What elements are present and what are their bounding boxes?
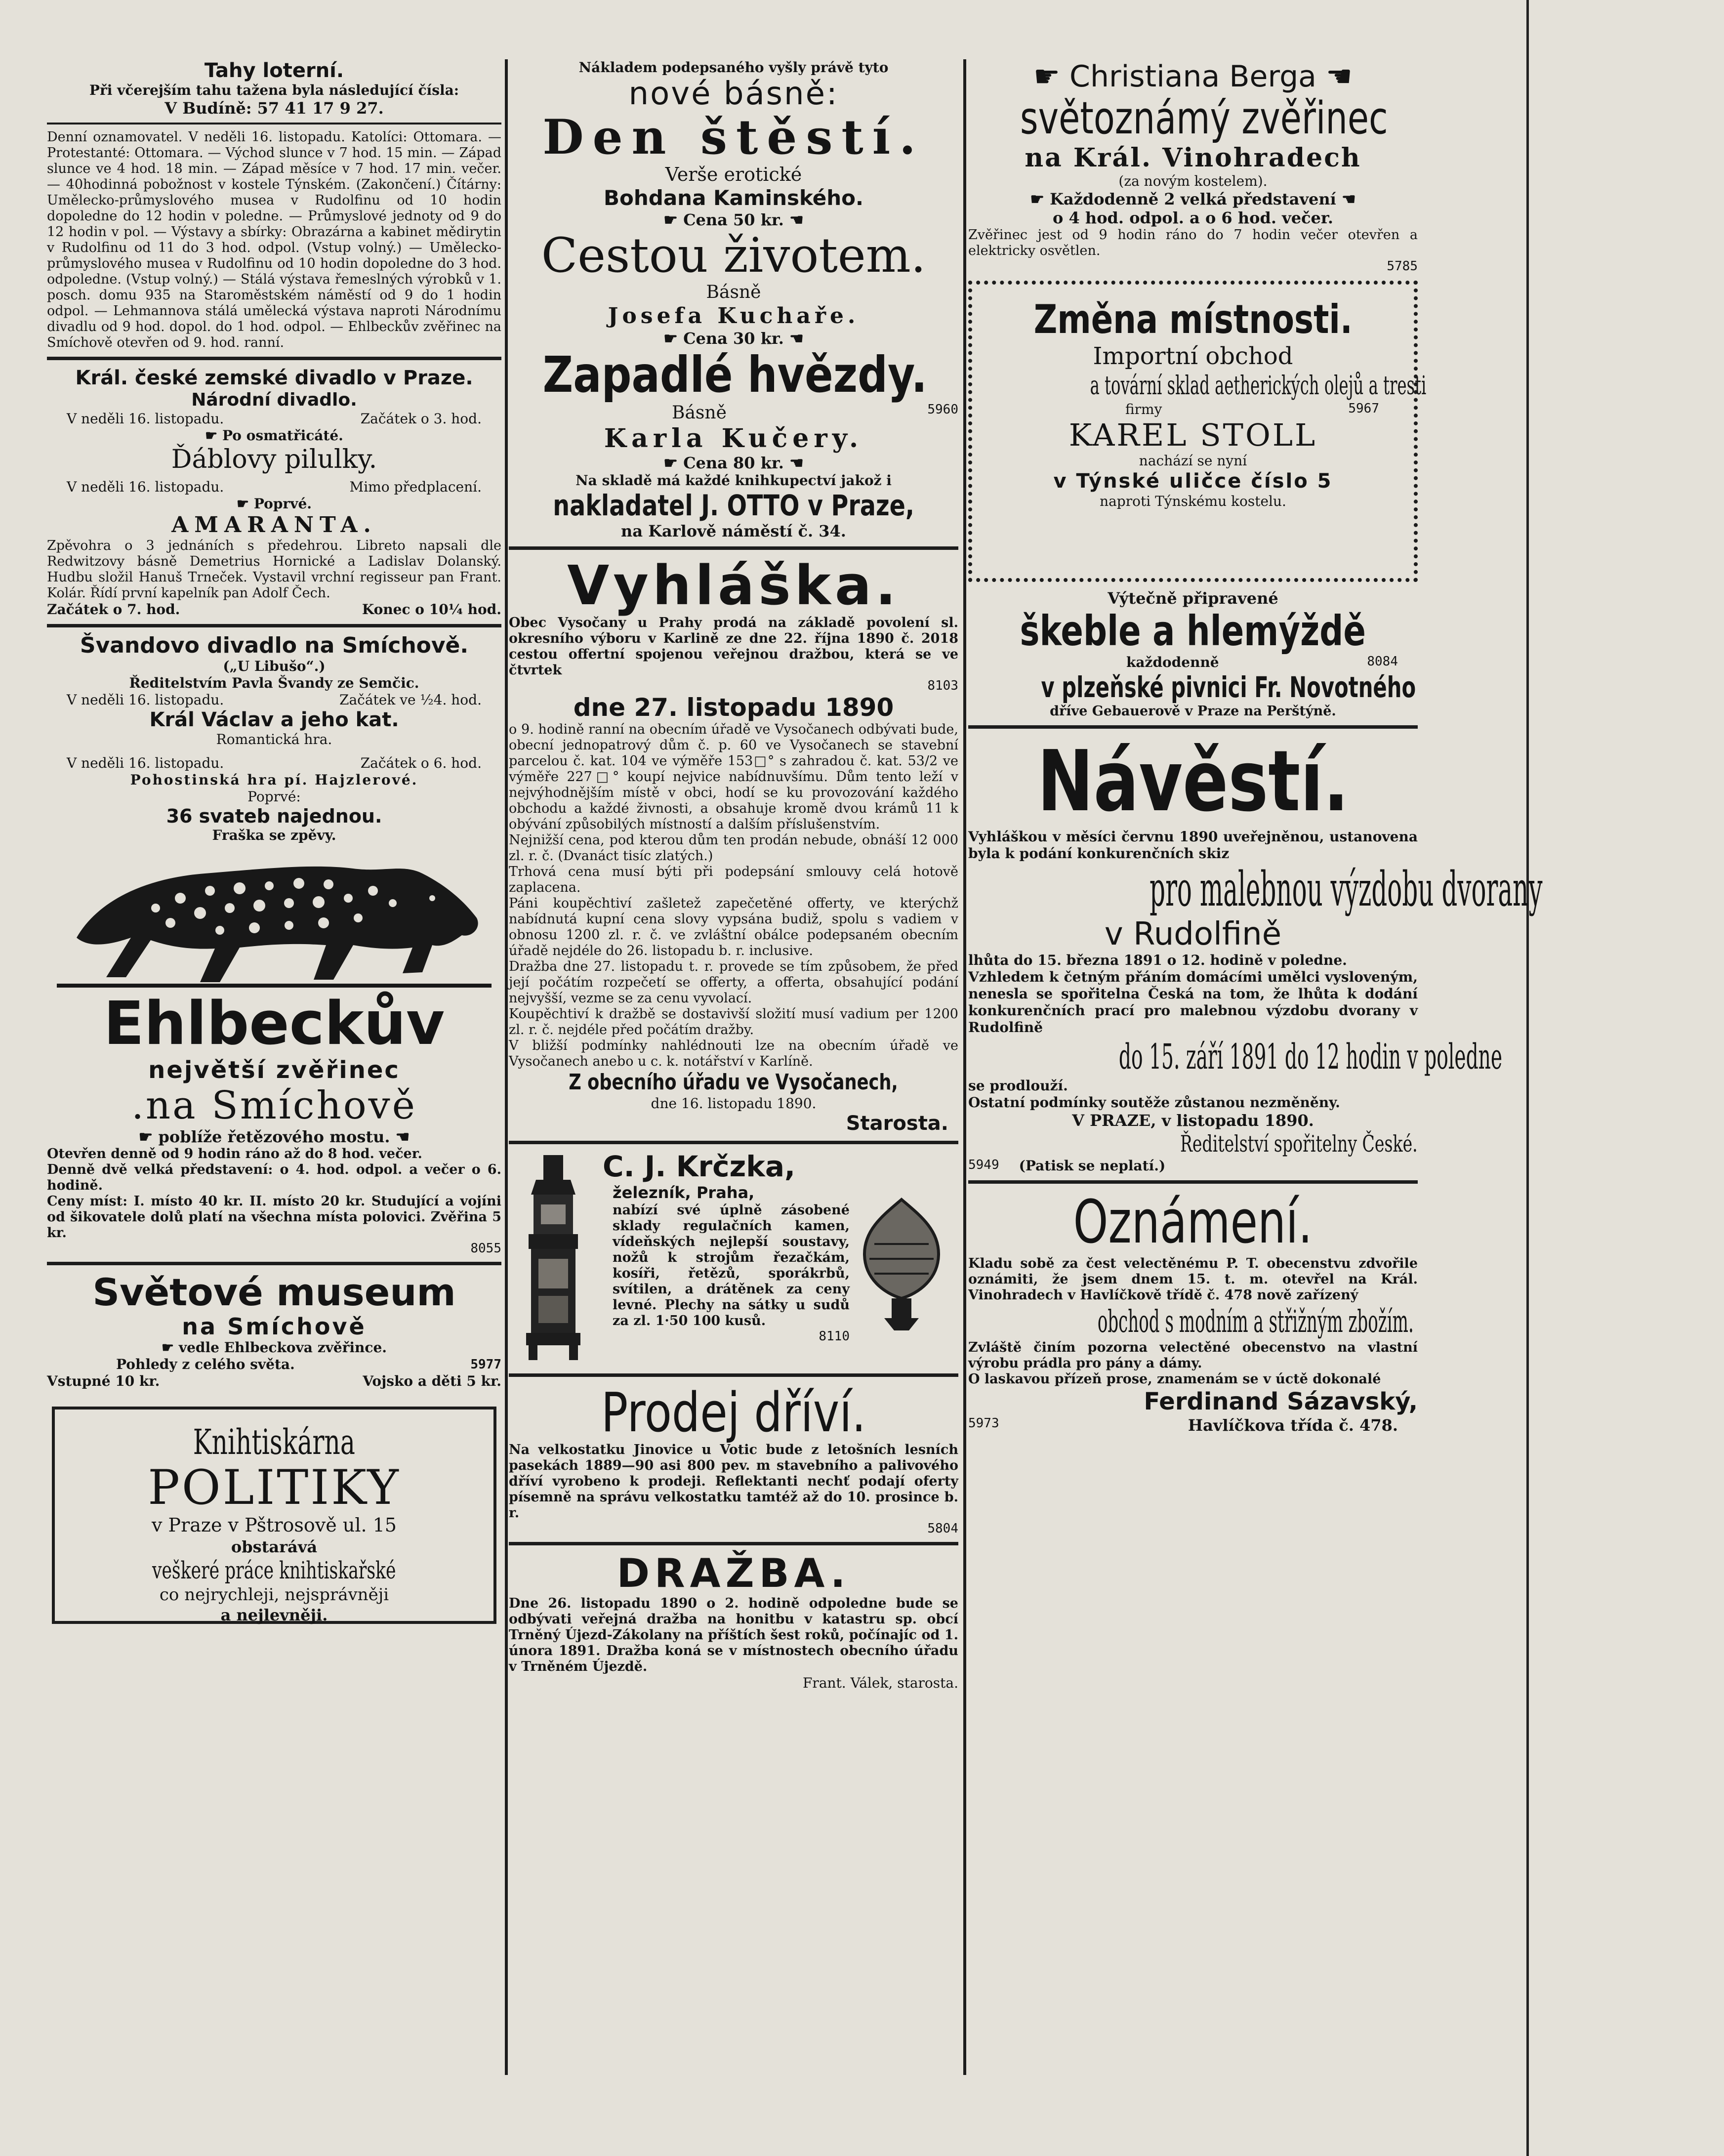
stoll-name: KAREL STOLL [1068,417,1317,453]
theatre-row-3 [47,601,501,618]
krcka-ad [509,1150,958,1368]
smichov-genre-2: Fraška se zpěvy. [212,827,336,843]
notice-p6: Dražba dne 27. listopadu t. r. provede se tím způsobem, že před její počátím rozpečetí se offerty, a offerta, obsahující podání nejvyšší, vezme se za cenu vyvolací. [509,959,958,1006]
printer-name: POLITIKY [148,1460,401,1515]
museum-row-2 [47,1373,501,1390]
pointing-hand-icon: ☛ [161,1339,179,1356]
stoll-l5: naproti Týnskému kostelu. [1100,493,1286,509]
printer-l2-text: veškeré práce knihtiskařské [152,1557,396,1584]
book-3-price [509,454,958,472]
navesti-p5: Ostatní podmínky soutěže zůstanou nezměněny. [968,1094,1340,1111]
oznameni-p3: O laskavou přízeň prose, znamenám se v úctě dokonalé [968,1371,1381,1387]
ehlbeck-tag: 8055 [470,1241,501,1256]
museum-near [47,1339,501,1356]
notice-p2: o 9. hodině ranní na obecním úřadě ve Vysočanech odbývati bude, obecní jednopatrový dům č. p. 60 ve Vysočanech se stavební parcelou č. kat. 104 ve výměře 153□° s zahradou č. kat. 53/2 ve výměře 227□° koupí nejvice nabídnuvšímu. Dům tento leží v nejvýhodnějším místě v obci, hodí se ku provozování každého obchodu a každé živnosti, a obsahuje kromě dvou krámů 11 k obývání způsobilých místností a dalším příslušenstvím. [509,722,958,832]
stoll-l3: nachází se nyní [1139,453,1247,469]
shells-l2-text: škeble a hlemýždě [1020,607,1366,655]
berg-sub [968,94,1418,143]
printer-l2 [63,1557,486,1584]
theatre-premiere [47,496,501,512]
pointing-hand-icon: ☛ [663,454,684,472]
column-rule-1 [505,59,508,2075]
book-3-price-text: Cena 80 kr. [683,454,784,472]
navesti-p3: Vzhledem k četným přáním domácími umělci vysloveným, nenesla se spořitelna Česká na tom, že lhůta k dodání konkurenčních prací pro malebnou výzdobu dvorany v Rudolfině [968,969,1418,1036]
berg-place: na Král. Vinohradech [1025,143,1361,173]
krcka-text: nabízí své úplně zásobené sklady regulačních kamen, vídeňských nejlepší soustavy, nožů k strojům řezačkám, kosíři, řetězů, sporákrbů, svítilen, a drátěnek za ceny levné. Plechy na sátky u sudů za zl. 1·50 100 kusů. [613,1202,850,1328]
stoll-l2 [987,371,1427,401]
printer-title [63,1422,486,1462]
berg-times: o 4 hod. odpol. a o 6 hod. večer. [1053,208,1333,227]
auction-text: Dne 26. listopadu 1890 o 2. hodině odpoledne bude se odbývati veřejná dražba na honitbu v katastru sp. obcí Trněný Újezd-Zákolany na příštích šest roků, počínajíc od 1. února 1891. Dražba koná se v místnostech obecního úřadu v Trněném Újezdě. [509,1596,958,1674]
navesti-note: (Patisk se neplatí.) [1019,1158,1166,1174]
pointing-hand-icon: ☚ [783,329,804,348]
smichov-sub: („U Libušo“.) [223,658,326,674]
column-2 [509,59,958,1692]
ehlbeck-text-2: Denně dvě velká představení: o 4. hod. odpol. a večer o 6. hodině. [47,1162,501,1193]
lottery-numbers-row [47,99,501,118]
theatre-title: Král. české zemské divadlo v Praze. [75,367,473,389]
pointing-hand-icon: ☛ [1033,59,1070,94]
notice-from-text: Z obecního úřadu ve Vysočanech, [569,1070,899,1095]
printer-l1: obstarává [231,1537,318,1556]
navesti-sign-text: Ředitelství spořitelny České. [1180,1130,1418,1157]
navesti-h3-text: do 15. září 1891 do 12 hodin v poledne [1118,1037,1503,1077]
pointing-hand-icon: ☚ [783,454,804,472]
shells-tag: 8084 [1367,654,1398,669]
stoll-firm-row [987,401,1399,418]
notice-dated: dne 16. listopadu 1890. [651,1095,817,1112]
smichov-premiere: Poprvé: [247,788,301,805]
berg-daily [968,190,1418,208]
oznameni-foot [968,1416,1418,1435]
book-1-price-text: Cena 50 kr. [683,210,784,229]
stove-illustration [514,1155,598,1363]
theatre-note-1-text: Po osmatřicáté. [222,427,343,444]
museum-near-text: vedle Ehlbeckova zvěřince. [178,1339,387,1356]
stoll-title-text: Změna místnosti. [1033,296,1353,342]
museum-views: Pohledy z celého světa. [116,1356,295,1372]
notice-from [509,1070,958,1095]
book-2-title: Cestou životem. [541,228,926,283]
smichov-row-1 [47,692,501,708]
play-1-title: Ďáblovy pilulky. [171,445,377,474]
wood-title [509,1383,958,1442]
berg-note: (za novým kostelem). [1118,173,1268,189]
pointing-hand-icon: ☛ [1030,190,1050,208]
notice-p3: Nejnižší cena, pod kterou dům ten prodán nebude, obnáší 12 000 zl. r. č. (Dvanáct tisíc zlatých.) [509,832,958,864]
publisher [509,489,958,522]
auction-sign: Frant. Válek, starosta. [803,1675,958,1691]
museum-title: Světové museum [92,1270,456,1314]
book-1-price [509,210,958,229]
notice-p4: Trhová cena musí býti při podepsání smlouvy celá hotově zaplacena. [509,864,958,895]
printer-addr: v Praze v Pštrosově ul. 15 [152,1514,397,1536]
stoll-l1: Importní obchod [1093,342,1293,370]
smichov-start-2: Začátek o 6. hod. [360,755,482,771]
book-3-title-text: Zapadlé hvězdy. [542,346,927,404]
theatre-row-2 [47,479,501,496]
page-edge-rule [1526,0,1529,2156]
navesti-sign [968,1130,1418,1158]
navesti-p2: lhůta do 15. března 1891 o 12. hodině v poledne. [968,952,1347,968]
oznameni-p1: Kladu sobě za čest velectěnému P. T. obecenstvu zdvořile oznámiti, že jsem dnem 15. t. m. otevřel na Král. Vinohradech v Havlíčkově třídě č. 478 nově zařízený [968,1256,1418,1303]
berg-daily-text: Každodenně 2 velká představení [1050,190,1336,208]
navesti-title [968,735,1418,829]
theatre-sub-2: Mimo předplacení. [349,479,482,495]
book-3-author: Karla Kučery. [604,423,863,454]
theatre-date-2: V neděli 16. listopadu. [67,479,224,495]
printer-l4: a nejlevněji. [220,1606,328,1624]
play-2-title: AMARANTA. [171,512,377,538]
lamp-illustration [855,1200,948,1333]
shells-l2 [968,608,1418,654]
shells-row [968,654,1418,671]
theatre-premiere-text: Poprvé. [253,496,312,512]
book-1-author: Bohdana Kaminského. [604,186,863,210]
pointing-hand-icon: ☚ [783,210,804,229]
stoll-l2-text: a tovární sklad aetherických olejů a tresti [1090,371,1427,401]
notice-p1: Obec Vysočany u Prahy prodá na základě povolení sl. okresního výboru v Karlině ze dne 22. října 1890 č. 2018 cestou offertní spojenou veřejnou dražbou, která se ve čtvrtek [509,615,958,678]
book-2-price-text: Cena 30 kr. [683,329,784,348]
wood-text: Na velkostatku Jinovice u Votic bude z letošních lesních pasekách 1889—90 asi 800 pev. m stavebního a palivového dříví vyrobeno k prodeji. Reflektanti nechť podají oferty písemně na správu velkostatku tamtéž až do 10. prosince b. r. [509,1442,958,1521]
ehlbeck-place: .na Smíchově [131,1083,417,1128]
stoll-ad [968,281,1427,582]
navesti-foot [968,1158,1418,1174]
krcka-text-block [603,1150,850,1344]
berg-text: Zvěřinec jest od 9 hodin ráno do 7 hodin večer otevřen a elektricky osvětlen. [968,227,1418,258]
pointing-hand-icon: ☚ [390,1127,410,1146]
shells-l1: Výtečně připravené [1108,589,1278,608]
book-3-tag: 5960 [927,402,958,417]
navesti-h1 [968,862,1543,917]
books-intro: Nákladem podepsaného vyšly právě tyto [578,59,889,76]
column-rule-2 [963,59,966,2075]
smichov-genre-1: Romantická hra. [216,731,332,747]
pointing-hand-icon: ☛ [663,210,684,229]
printer-ad [52,1407,496,1624]
notice-p8: V bližší podmínky nahlédnouti lze na obecním úřadě ve Vysočanech anebo u c. k. notářství v Karlíně. [509,1038,958,1069]
book-2-price [509,329,958,348]
navesti-h3 [968,1036,1503,1078]
book-1-title: Den štěstí. [542,109,925,165]
oznameni-p2: Zvláště činím pozorna velectěné obecenstvo na vlastní výrobu prádla pro pány a dámy. [968,1340,1418,1371]
shells-l3: každodenně [1126,654,1219,670]
pointing-hand-icon: ☚ [1336,190,1356,208]
pointing-hand-icon: ☚ [1316,59,1353,94]
museum-military: Vojsko a děti 5 kr. [363,1373,501,1389]
oznameni-h1 [968,1303,1418,1340]
book-2-sub: Básně [706,282,761,302]
lottery-numbers: 57 41 17 9 27. [257,99,384,118]
berg-tag: 5785 [1387,259,1418,274]
ehlbeck-text-3: Ceny míst: I. místo 40 kr. II. místo 20 kr. Studující a vojíni od šikovatele dolů platí na všechna místa polovici. Zvěřina 5 kr. [47,1194,501,1241]
theatre-note-1 [47,427,501,444]
krcka-name: C. J. Krčzka, [603,1150,796,1183]
smichov-start-1: Začátek ve ½4. hod. [339,692,482,708]
navesti-h1-text: pro malebnou výzdobu dvorany [1149,862,1543,917]
column-3 [968,59,1543,1435]
auction-title: DRAŽBA. [616,1550,851,1596]
pointing-hand-icon: ☛ [237,496,254,512]
printer-l3: co nejrychleji, nejsprávněji [159,1585,389,1605]
books-stock: Na skladě má každé knihkupectví jakož i [575,472,892,489]
berg-title [968,59,1418,94]
pointing-hand-icon: ☛ [138,1127,159,1146]
smichov-date-1: V neděli 16. listopadu. [67,692,224,708]
oznameni-name: Ferdinand Sázavský, [1144,1388,1418,1415]
stoll-title [987,297,1399,342]
smichov-play-1: Král Václav a jeho kat. [149,708,399,731]
theatre-start-1: Začátek o 3. hod. [360,411,482,427]
navesti-p1: Vyhláškou v měsíci červnu 1890 uveřejněnou, ustanovena byla k podání konkurenčních skiz [968,829,1418,862]
berg-title-text: Christiana Berga [1069,59,1316,94]
leopard-illustration [57,844,492,992]
shells-l4 [968,671,1418,704]
publisher-text: nakladatel J. OTTO v Praze, [553,489,914,522]
notice-title: Vyhláška. [567,554,900,617]
oznameni-title [968,1190,1418,1256]
theatre-start-2: Začátek o 7. hod. [47,601,180,618]
wood-tag: 5804 [927,1521,958,1536]
ehlbeck-near-text: poblíže řetězového mostu. [158,1127,390,1146]
lottery-place: V Budíně: [164,99,252,118]
navesti-p4: se prodlouží. [968,1078,1068,1094]
oznameni-tag: 5973 [968,1416,999,1431]
publisher-addr: na Karlově náměstí č. 34. [621,522,846,540]
stoll-firm: firmy [1125,401,1162,417]
notice-tag: 8103 [927,678,958,693]
navesti-tag: 5949 [968,1158,999,1172]
lottery-title: Tahy loterní. [204,59,344,82]
notice-p5: Páni koupěchtiví zašletež zapečetěné offerty, ve kterýchž nabídnutá kupní cena slovy vypsána budiž, spolu s vadiem v obnosu 1200 zl. r. č. ve zvláštní obálce podepsaném obecním úřadě nejdéle do 26. listopadu b. r. inclusive. [509,896,958,958]
stoll-l4: v Týnské uličce číslo 5 [1053,470,1333,493]
column-1 [47,59,501,1624]
stoll-tag: 5967 [1348,401,1379,416]
museum-place: na Smíchově [182,1313,367,1340]
lottery-line: Při včerejším tahu tažena byla následující čísla: [89,82,459,98]
wood-title-text: Prodej dříví. [601,1381,866,1444]
smichov-date-2: V neděli 16. listopadu. [67,755,224,771]
ehlbeck-tagline: největší zvěřinec [148,1056,400,1084]
oznameni-h1-text: obchod s modním a střižným zbožím. [1097,1303,1414,1339]
ehlbeck-text-1: Otevřen denně od 9 hodin ráno až do 8 hod. večer. [47,1146,422,1161]
krcka-trade: železník, Praha, [613,1183,755,1202]
books-heading: nové básně: [628,76,839,112]
book-1-sub: Verše erotické [665,164,802,185]
oznameni-title-text: Oznámení. [1073,1188,1313,1257]
smichov-guest: Pohostinská hra pí. Hajzlerové. [130,772,418,788]
printer-title-text: Knihtiskárna [193,1422,356,1462]
book-3-sub: Básně [672,403,727,423]
notice-date: dne 27. listopadu 1890 [573,693,894,722]
book-3-sub-row [509,402,958,424]
book-3-title [509,348,958,402]
shells-l5: dříve Gebauerově v Praze na Perštýně. [1050,704,1336,719]
notice-p7: Koupěchtiví k dražbě se dostavivší složití musí vadium per 1200 zl. r. č. nejdéle před počátím dražby. [509,1006,958,1037]
theatre-subtitle: Národní divadlo. [191,390,357,410]
smichov-title: Švandovo divadlo na Smíchově. [80,633,469,658]
theatre-end-2: Konec o 10¼ hod. [362,601,501,618]
shells-l4-text: v plzeňské pivnici Fr. Novotného [1041,670,1416,704]
play-2-desc: Zpěvohra o 3 jednáních s předehrou. Libreto napsali dle Redwitzovy básně Demetrius Hornické a Ladislav Dolanský. Hudbu složil Hanuš Trneček. Vystavil vrchní regisseur pan Frant. Kolár. Řídí první kapelník pan Adolf Čech. [47,538,501,601]
navesti-title-text: Návěstí. [1037,733,1349,830]
museum-tag: 5977 [470,1357,501,1372]
daily-announcer: Denní oznamovatel. V neděli 16. listopadu. Katolíci: Ottomara. — Protestanté: Ottomara. — Východ slunce v 7 hod. 15 min. — Západ slunce ve 4 hod. 18 min. — Západ měsíce v 7 hod. 17 min. večer. — 40hodinná pobožnost v kostele Týnském. (Zakončení.) Čítárny: Umělecko-průmyslového musea v Rudolfinu od 10 hodin dopoledne do 12 hodin v poledne. — Průmyslové jednoty od 9 do 12 hodin v pol. — Výstavy a sbírky: Obrazárna a kabinet mědirytin v Rudolfinu od 11 do 3 hod. odpol. (Vstup volný.) — Umělecko-průmyslového musea v Rudolfinu od 10 hodin dopoledne do 3 hod. odpoledne. (Vstup volný.) — Stálá výstava řemeslných výrobků v 1. posch. domu 935 na Staroměstském náměstí od 9 do 1 hodin odpol. — Lehmannova stálá umělecká výstava naproti Národnímu divadlu od 9 hod. dopol. do 1 hod. odpol. — Ehlbeckův zvěřinec na Smíchově otevřen od 9. hod. ranní. [47,129,501,350]
smichov-director: Ředitelstvím Pavla Švandy ze Semčic. [129,675,419,691]
berg-sub-text: světoznámý zvěřinec [1020,92,1388,144]
museum-row-1 [47,1356,501,1373]
ehlbeck-near [47,1127,501,1146]
navesti-p6: V PRAZE, v listopadu 1890. [1072,1111,1314,1130]
museum-entry: Vstupné 10 kr. [47,1373,160,1389]
book-2-author: Josefa Kuchaře. [608,303,860,329]
krcka-tag: 8110 [819,1329,850,1344]
theatre-date-1: V neděli 16. listopadu. [67,411,224,427]
theatre-row-1 [47,411,501,427]
pointing-hand-icon: ☛ [663,329,684,348]
smichov-play-2: 36 svateb najednou. [166,805,382,827]
notice-sign: Starosta. [846,1112,948,1135]
pointing-hand-icon: ☛ [205,427,222,444]
oznameni-addr: Havlíčkova třída č. 478. [1188,1416,1398,1435]
smichov-row-2 [47,755,501,772]
ehlbeck-name: Ehlbeckův [103,990,445,1058]
navesti-h2: v Rudolfině [1104,916,1282,953]
